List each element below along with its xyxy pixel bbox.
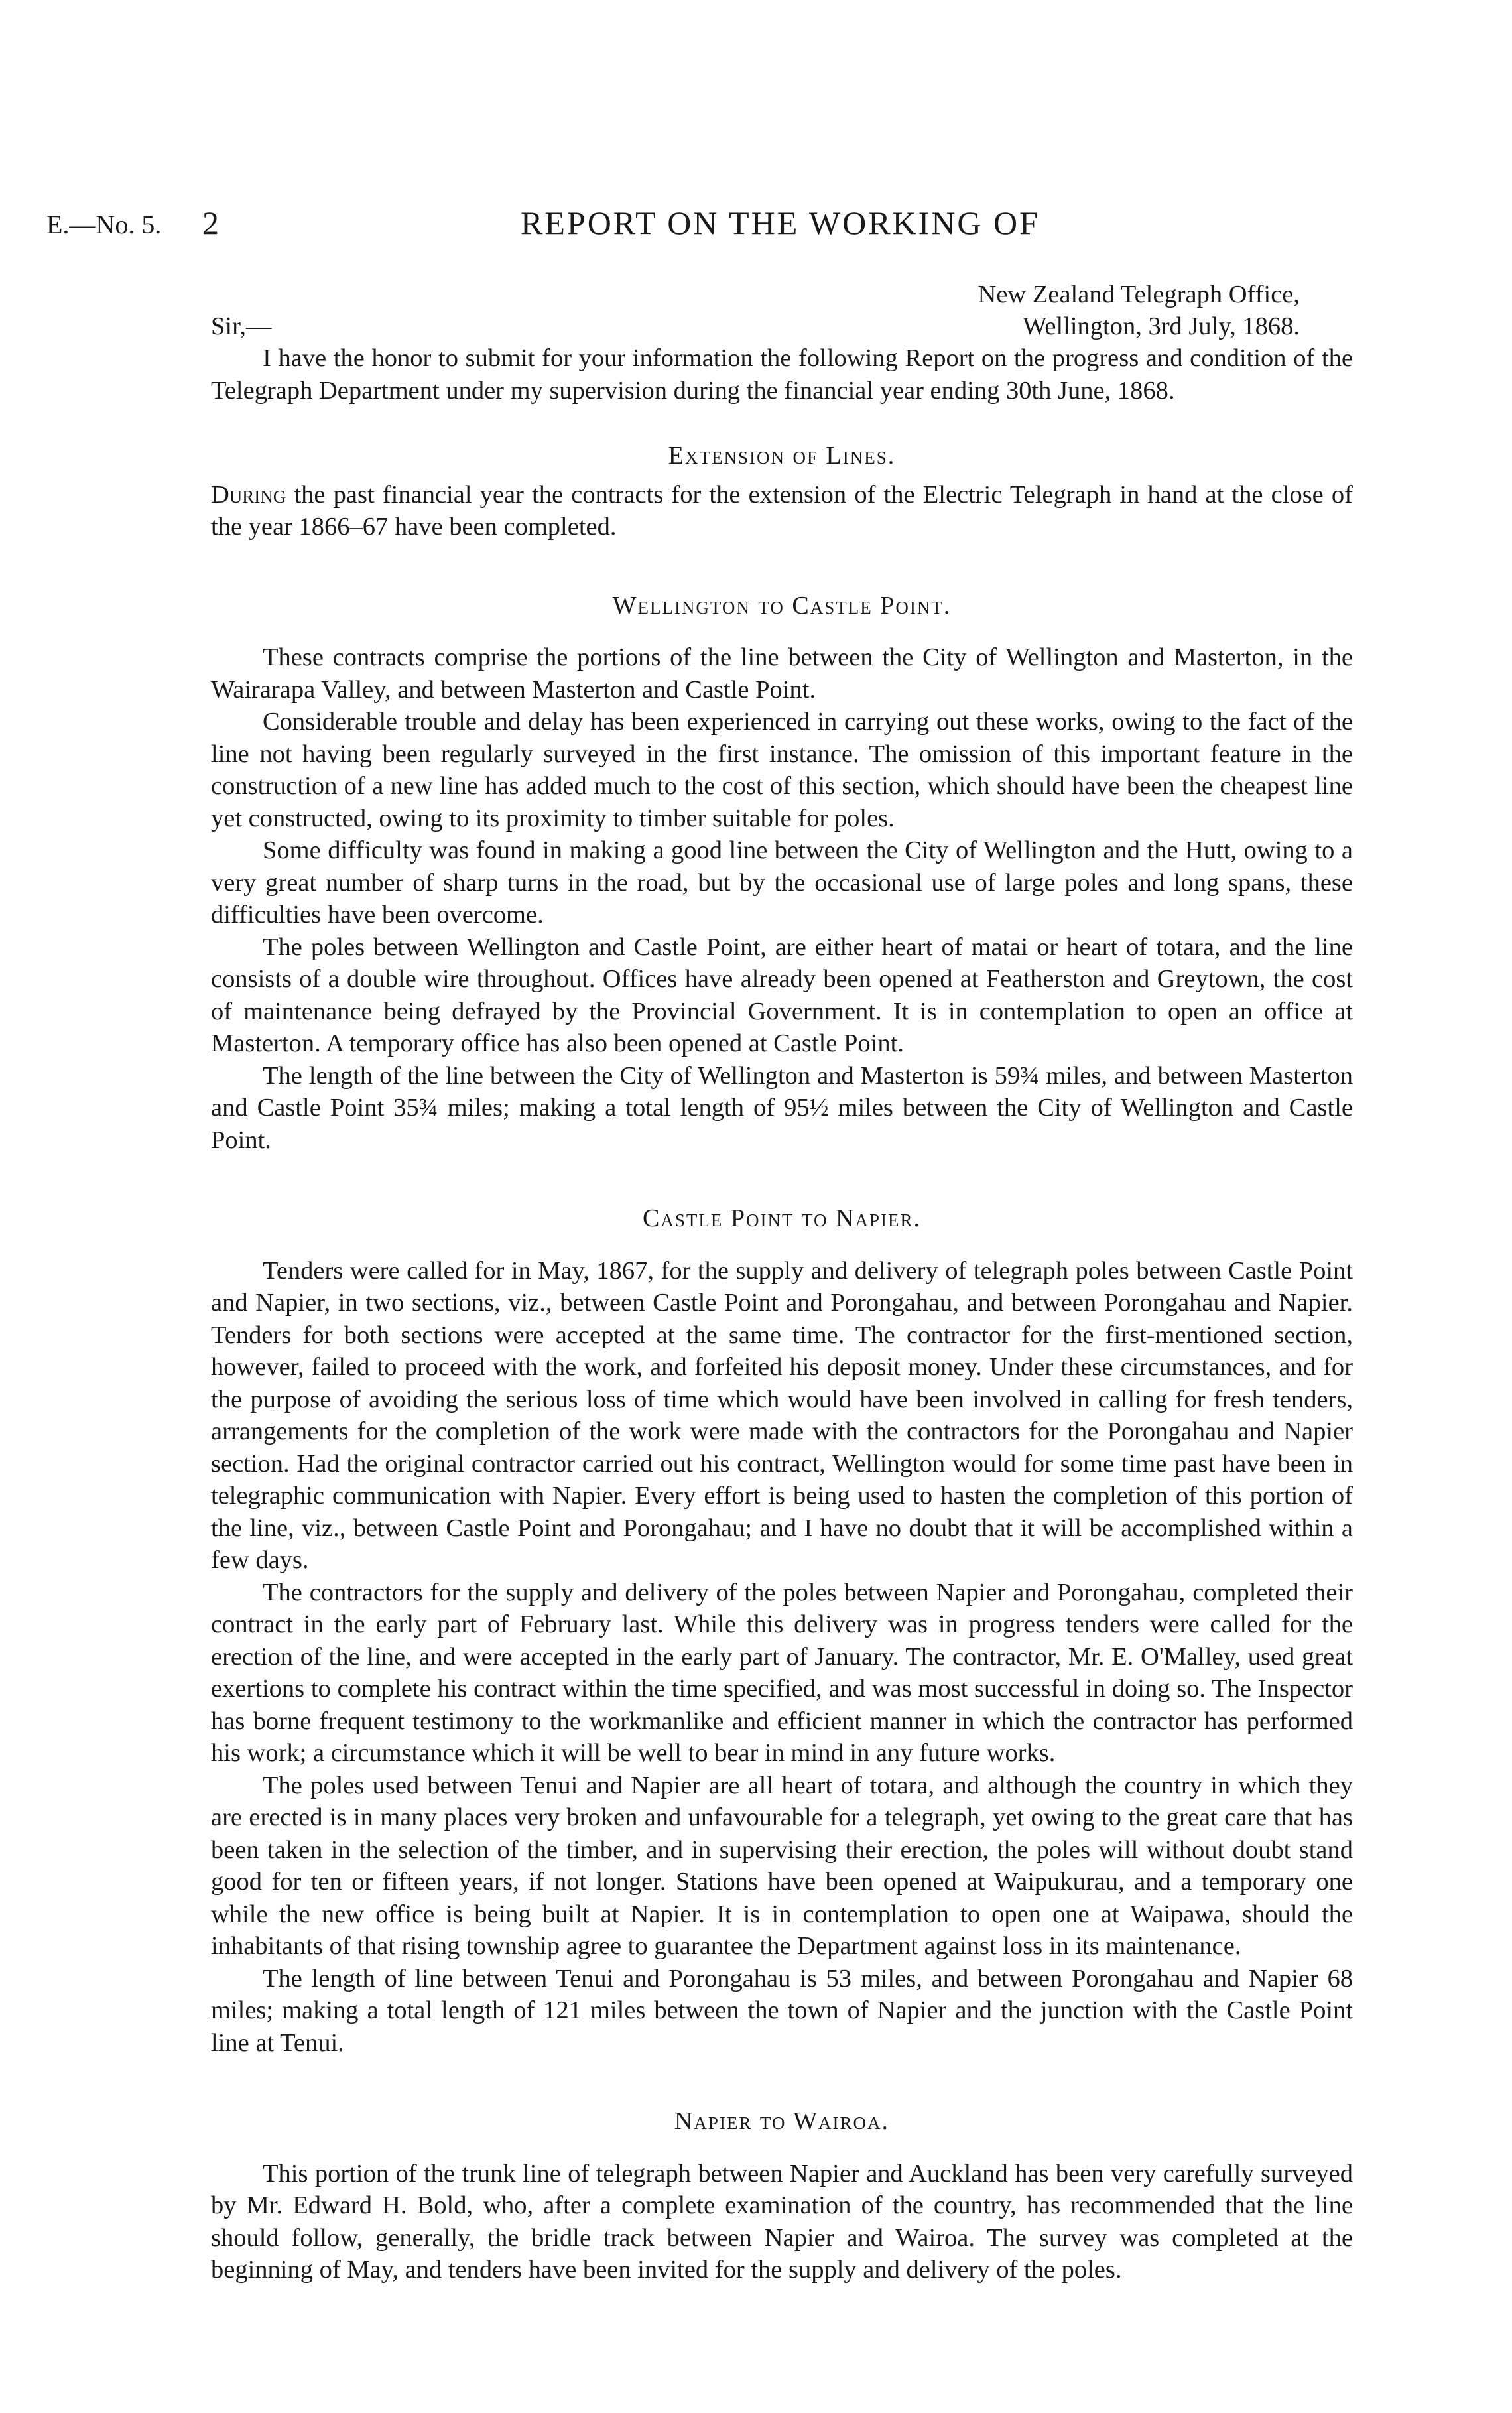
page-header bbox=[27, 196, 1485, 255]
salutation: Sir,— bbox=[211, 312, 272, 340]
section-heading-castle-point-napier: Castle Point to Napier. bbox=[643, 1205, 921, 1232]
section-heading-napier-wairoa: Napier to Wairoa. bbox=[674, 2107, 890, 2135]
paragraph: The length of the line between the City of Wellington and Masterton is 59¾ miles, and between Masterton and Castle Point 35¾ miles; making a total length of 95½ miles between the City of Wellington and Castle Point. bbox=[211, 1061, 1353, 1154]
salutation-row bbox=[211, 310, 1353, 342]
paragraph: Some difficulty was found in making a good line between the City of Wellington and the Hutt, owing to a very great number of sharp turns in the road, but by the occasional use of large poles and long spans, these difficulties have been overcome. bbox=[211, 836, 1353, 929]
paragraph: The length of line between Tenui and Porongahau is 53 miles, and between Porongahau and Napier 68 miles; making a total length of 121 miles between the town of Napier and the junction with the Castle Point line at Tenui. bbox=[211, 1964, 1353, 2057]
paragraph: The contractors for the supply and delivery of the poles between Napier and Porongahau, completed their contract in the early part of February last. While this delivery was in progress tenders were called for the erection of the line, and were accepted in the early part of January. The contractor, Mr. E. O'Malley, used great exertions to complete his contract within the time specified, and was most successful in doing so. The Inspector has borne frequent testimony to the workmanlike and efficient manner in which the contractor has performed his work; a circumstance which it will be well to bear in mind in any future works. bbox=[211, 1578, 1353, 1767]
intro-paragraph: I have the honor to submit for your information the following Report on the progress and condition of the Telegraph Department under my supervision during the financial year ending 30th June, 1868. bbox=[211, 344, 1353, 405]
paragraph: The poles between Wellington and Castle Point, are either heart of matai or heart of totara, and the line consists of a double wire throughout. Offices have already been opened at Featherston and Greytown, the cost of maintenance being defrayed by the Provincial Government. It is in contemplation to open an office at Masterton. A temporary office has also been opened at Castle Point. bbox=[211, 933, 1353, 1057]
lead-word: During bbox=[211, 480, 286, 509]
extension-text: the past financial year the contracts for the extension of the Electric Telegraph in hand at the close of the year 1866–67 have been completed. bbox=[211, 480, 1353, 541]
paragraph: These contracts comprise the portions of the line between the City of Wellington and Masterton, in the Wairarapa Valley, and between Masterton and Castle Point. bbox=[211, 643, 1353, 704]
section-heading-wellington-castle-point: Wellington to Castle Point. bbox=[612, 591, 952, 620]
section-heading-extension: Extension of Lines. bbox=[668, 442, 896, 470]
page-number: 2 bbox=[202, 204, 219, 241]
office-line: New Zealand Telegraph Office, bbox=[977, 281, 1300, 308]
paragraph: This portion of the trunk line of telegraph between Napier and Auckland has been very carefully surveyed by Mr. Edward H. Bold, who, after a complete examination of the country, has recommended that the line should follow, generally, the bridle track between Napier and Wairoa. The survey was completed at the beginning of May, and tenders have been invited for the supply and delivery of the poles. bbox=[211, 2159, 1353, 2284]
report-body bbox=[211, 279, 1353, 2286]
paragraph: Tenders were called for in May, 1867, for the supply and delivery of telegraph poles between Castle Point and Napier, in two sections, viz., between Castle Point and Porongahau, and between Porongahau and Napier. Tenders for both sections were accepted at the same time. The contractor for the first-mentioned section, however, failed to proceed with the work, and forfeited his deposit money. Under these circumstances, and for the purpose of avoiding the serious loss of time which would have been involved in calling for fresh tenders, arrangements for the completion of the work were made with the contractors for the Porongahau and Napier section. Had the original contractor carried out his contract, Wellington would for some time past have been in telegraphic communication with Napier. Every effort is being used to hasten the completion of this portion of the line, viz., between Castle Point and Porongahau; and I have no doubt that it will be accomplished within a few days. bbox=[211, 1256, 1353, 1574]
paragraph: Considerable trouble and delay has been experienced in carrying out these works, owing to the fact of the line not having been regularly surveyed in the first instance. The omission of this important feature in the construction of a new line has added much to the cost of this section, which should have been the cheapest line yet constructed, owing to its proximity to timber suitable for poles. bbox=[211, 708, 1353, 832]
paragraph: The poles used between Tenui and Napier are all heart of totara, and although the country in which they are erected is in many places very broken and unfavourable for a telegraph, yet owing to the great care that has been taken in the selection of the timber, and in supervising their erection, the poles will without doubt stand good for ten or fifteen years, if not longer. Stations have been opened at Waipukurau, and a temporary one while the new office is being built at Napier. It is in contemplation to open one at Waipawa, should the inhabitants of that rising township agree to guarantee the Department against loss in its maintenance. bbox=[211, 1771, 1353, 1960]
document-reference: E.—No. 5. bbox=[46, 210, 162, 239]
running-title: REPORT ON THE WORKING OF bbox=[521, 204, 1040, 241]
place-date-line: Wellington, 3rd July, 1868. bbox=[1023, 312, 1300, 340]
extension-paragraph bbox=[211, 479, 1353, 543]
